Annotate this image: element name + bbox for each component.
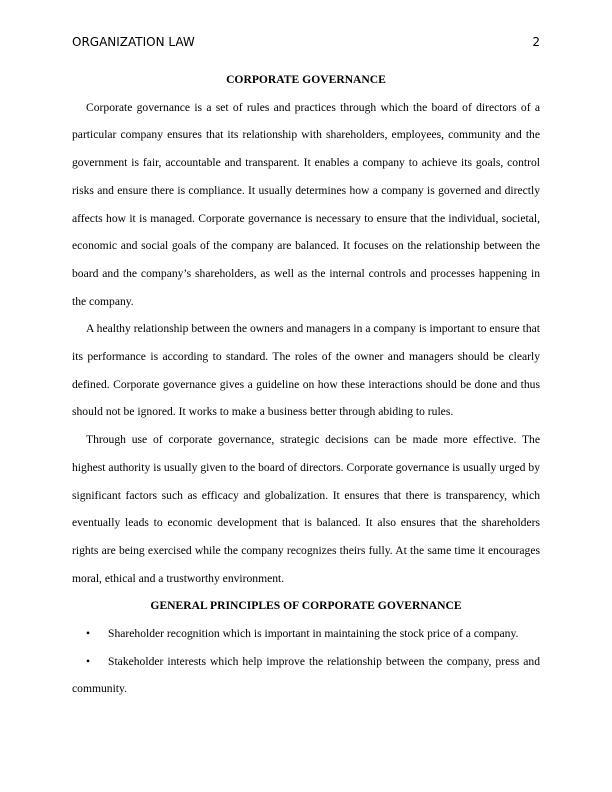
- page-header: [72, 35, 540, 49]
- paragraph: Through use of corporate governance, strategic decisions can be made more effective. The highest authority is usually given to the board of directors. Corporate governance is usually urged by significant factors such as efficacy and globalization. It ensures that there is transparency, which eventually leads to economic development that is balanced. It also ensures that the shareholders rights are being exercised while the company recognizes theirs fully. At the same time it encourages moral, ethical and a trustworthy environment.: [72, 433, 540, 585]
- list-item-text: Shareholder recognition which is important in maintaining the stock price of a company.: [108, 627, 519, 641]
- bullet-icon: •: [86, 654, 91, 668]
- list-item-text: Stakeholder interests which help improve the relationship between the company, press and community.: [72, 654, 540, 696]
- principles-list: [72, 620, 540, 703]
- page-number: 2: [532, 35, 540, 49]
- running-head: ORGANIZATION LAW: [72, 35, 195, 49]
- document-body: [72, 66, 540, 703]
- section-heading-general-principles: GENERAL PRINCIPLES OF CORPORATE GOVERNANCE: [150, 599, 462, 613]
- paragraph: Corporate governance is a set of rules and practices through which the board of directors of a particular company ensures that its relationship with shareholders, employees, community and the government is fair, accountable and transparent. It enables a company to achieve its goals, control risks and ensure there is compliance. It usually determines how a company is governed and directly affects how it is managed. Corporate governance is necessary to ensure that the individual, societal, economic and social goals of the company are balanced. It focuses on the relationship between the board and the company’s shareholders, as well as the internal controls and processes happening in the company.: [72, 100, 540, 308]
- list-item: [72, 648, 540, 703]
- paragraph: A healthy relationship between the owners and managers in a company is important to ensure that its performance is according to standard. The roles of the owner and managers should be clearly defined. Corporate governance gives a guideline on how these interactions should be done and thus should not be ignored. It works to make a business better through abiding to rules.: [72, 322, 540, 419]
- section-heading-corporate-governance: CORPORATE GOVERNANCE: [226, 73, 386, 86]
- list-item: [72, 620, 540, 648]
- bullet-icon: •: [86, 627, 91, 641]
